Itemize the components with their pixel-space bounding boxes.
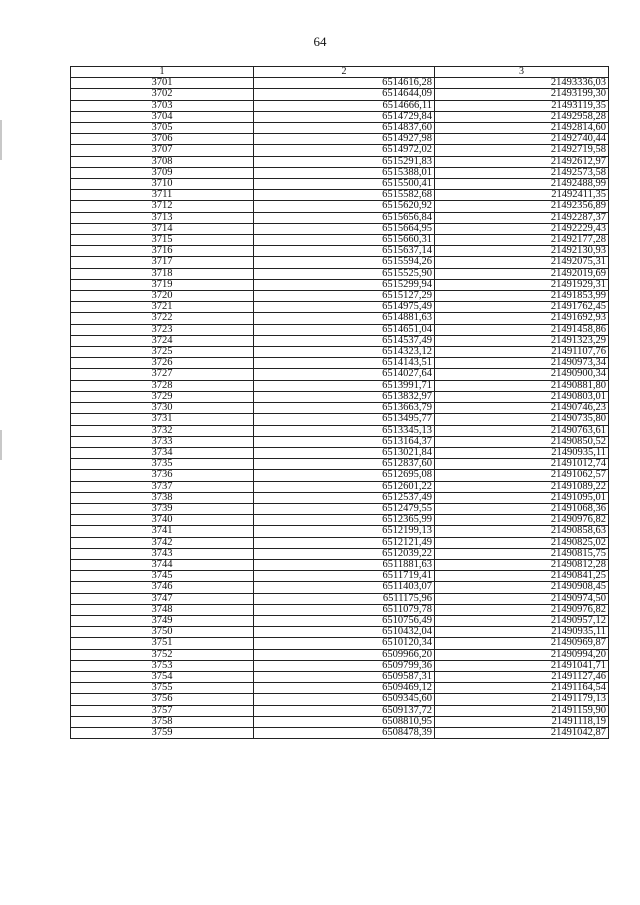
table-row bbox=[71, 380, 609, 391]
x-coordinate-cell: 6511079,78 bbox=[254, 604, 435, 615]
table-row bbox=[71, 425, 609, 436]
x-coordinate-cell: 6511175,96 bbox=[254, 593, 435, 604]
x-coordinate-cell: 6514837,60 bbox=[254, 123, 435, 134]
y-coordinate-cell: 21492612,97 bbox=[435, 156, 609, 167]
point-number-cell: 3745 bbox=[71, 571, 254, 582]
table-row bbox=[71, 503, 609, 514]
table-row bbox=[71, 145, 609, 156]
x-coordinate-cell: 6513164,37 bbox=[254, 436, 435, 447]
x-coordinate-cell: 6515388,01 bbox=[254, 167, 435, 178]
table-row bbox=[71, 403, 609, 414]
column-header-3: 3 bbox=[435, 67, 609, 78]
table-row bbox=[71, 694, 609, 705]
y-coordinate-cell: 21492573,58 bbox=[435, 167, 609, 178]
y-coordinate-cell: 21491164,54 bbox=[435, 683, 609, 694]
table-row bbox=[71, 212, 609, 223]
y-coordinate-cell: 21491179,13 bbox=[435, 694, 609, 705]
table-row bbox=[71, 134, 609, 145]
table-row bbox=[71, 571, 609, 582]
table-row bbox=[71, 369, 609, 380]
point-number-cell: 3739 bbox=[71, 503, 254, 514]
table-row bbox=[71, 447, 609, 458]
y-coordinate-cell: 21490908,45 bbox=[435, 582, 609, 593]
x-coordinate-cell: 6514027,64 bbox=[254, 369, 435, 380]
y-coordinate-cell: 21492488,99 bbox=[435, 179, 609, 190]
point-number-cell: 3733 bbox=[71, 436, 254, 447]
y-coordinate-cell: 21492287,37 bbox=[435, 212, 609, 223]
x-coordinate-cell: 6512121,49 bbox=[254, 537, 435, 548]
point-number-cell: 3722 bbox=[71, 313, 254, 324]
point-number-cell: 3752 bbox=[71, 649, 254, 660]
coordinates-table bbox=[70, 66, 609, 739]
x-coordinate-cell: 6513991,71 bbox=[254, 380, 435, 391]
y-coordinate-cell: 21490973,34 bbox=[435, 358, 609, 369]
table-row bbox=[71, 100, 609, 111]
y-coordinate-cell: 21491089,22 bbox=[435, 481, 609, 492]
column-header-2: 2 bbox=[254, 67, 435, 78]
table-row bbox=[71, 201, 609, 212]
y-coordinate-cell: 21490957,12 bbox=[435, 615, 609, 626]
y-coordinate-cell: 21490735,80 bbox=[435, 414, 609, 425]
x-coordinate-cell: 6510756,49 bbox=[254, 615, 435, 626]
point-number-cell: 3741 bbox=[71, 526, 254, 537]
x-coordinate-cell: 6515582,68 bbox=[254, 190, 435, 201]
x-coordinate-cell: 6513021,84 bbox=[254, 447, 435, 458]
point-number-cell: 3737 bbox=[71, 481, 254, 492]
x-coordinate-cell: 6514972,02 bbox=[254, 145, 435, 156]
x-coordinate-cell: 6512837,60 bbox=[254, 459, 435, 470]
point-number-cell: 3731 bbox=[71, 414, 254, 425]
x-coordinate-cell: 6510432,04 bbox=[254, 627, 435, 638]
point-number-cell: 3747 bbox=[71, 593, 254, 604]
y-coordinate-cell: 21490976,82 bbox=[435, 515, 609, 526]
point-number-cell: 3713 bbox=[71, 212, 254, 223]
y-coordinate-cell: 21492958,28 bbox=[435, 111, 609, 122]
table-row bbox=[71, 291, 609, 302]
table-row bbox=[71, 537, 609, 548]
point-number-cell: 3736 bbox=[71, 470, 254, 481]
table-row bbox=[71, 481, 609, 492]
y-coordinate-cell: 21493119,35 bbox=[435, 100, 609, 111]
point-number-cell: 3718 bbox=[71, 268, 254, 279]
x-coordinate-cell: 6509137,72 bbox=[254, 705, 435, 716]
x-coordinate-cell: 6514644,09 bbox=[254, 89, 435, 100]
x-coordinate-cell: 6508478,39 bbox=[254, 727, 435, 738]
scan-edge-mark bbox=[0, 120, 2, 160]
point-number-cell: 3701 bbox=[71, 78, 254, 89]
point-number-cell: 3709 bbox=[71, 167, 254, 178]
x-coordinate-cell: 6512479,55 bbox=[254, 503, 435, 514]
table-row bbox=[71, 156, 609, 167]
point-number-cell: 3754 bbox=[71, 671, 254, 682]
point-number-cell: 3721 bbox=[71, 302, 254, 313]
x-coordinate-cell: 6513495,77 bbox=[254, 414, 435, 425]
point-number-cell: 3723 bbox=[71, 324, 254, 335]
x-coordinate-cell: 6515656,84 bbox=[254, 212, 435, 223]
x-coordinate-cell: 6509345,60 bbox=[254, 694, 435, 705]
y-coordinate-cell: 21490976,82 bbox=[435, 604, 609, 615]
x-coordinate-cell: 6509469,12 bbox=[254, 683, 435, 694]
table-row bbox=[71, 727, 609, 738]
point-number-cell: 3702 bbox=[71, 89, 254, 100]
table-row bbox=[71, 671, 609, 682]
y-coordinate-cell: 21490825,02 bbox=[435, 537, 609, 548]
table-row bbox=[71, 627, 609, 638]
y-coordinate-cell: 21492740,44 bbox=[435, 134, 609, 145]
x-coordinate-cell: 6515620,92 bbox=[254, 201, 435, 212]
x-coordinate-cell: 6514323,12 bbox=[254, 347, 435, 358]
point-number-cell: 3720 bbox=[71, 291, 254, 302]
table-body bbox=[71, 78, 609, 739]
x-coordinate-cell: 6513345,13 bbox=[254, 425, 435, 436]
y-coordinate-cell: 21491458,86 bbox=[435, 324, 609, 335]
x-coordinate-cell: 6514651,04 bbox=[254, 324, 435, 335]
x-coordinate-cell: 6514666,11 bbox=[254, 100, 435, 111]
page-number: 64 bbox=[313, 34, 327, 49]
table-row bbox=[71, 526, 609, 537]
y-coordinate-cell: 21490850,52 bbox=[435, 436, 609, 447]
y-coordinate-cell: 21492075,31 bbox=[435, 257, 609, 268]
y-coordinate-cell: 21490841,25 bbox=[435, 571, 609, 582]
table-row bbox=[71, 235, 609, 246]
x-coordinate-cell: 6509799,36 bbox=[254, 660, 435, 671]
y-coordinate-cell: 21493336,03 bbox=[435, 78, 609, 89]
x-coordinate-cell: 6514975,49 bbox=[254, 302, 435, 313]
y-coordinate-cell: 21490969,87 bbox=[435, 638, 609, 649]
point-number-cell: 3711 bbox=[71, 190, 254, 201]
table-row bbox=[71, 683, 609, 694]
y-coordinate-cell: 21492356,89 bbox=[435, 201, 609, 212]
y-coordinate-cell: 21490974,50 bbox=[435, 593, 609, 604]
y-coordinate-cell: 21492719,58 bbox=[435, 145, 609, 156]
point-number-cell: 3730 bbox=[71, 403, 254, 414]
x-coordinate-cell: 6513832,97 bbox=[254, 391, 435, 402]
table-row bbox=[71, 313, 609, 324]
point-number-cell: 3729 bbox=[71, 391, 254, 402]
y-coordinate-cell: 21491853,99 bbox=[435, 291, 609, 302]
point-number-cell: 3707 bbox=[71, 145, 254, 156]
x-coordinate-cell: 6515299,94 bbox=[254, 279, 435, 290]
table-row bbox=[71, 335, 609, 346]
table-row bbox=[71, 391, 609, 402]
y-coordinate-cell: 21491107,76 bbox=[435, 347, 609, 358]
x-coordinate-cell: 6512039,22 bbox=[254, 548, 435, 559]
y-coordinate-cell: 21492177,28 bbox=[435, 235, 609, 246]
y-coordinate-cell: 21490815,75 bbox=[435, 548, 609, 559]
y-coordinate-cell: 21490763,61 bbox=[435, 425, 609, 436]
y-coordinate-cell: 21492411,35 bbox=[435, 190, 609, 201]
y-coordinate-cell: 21490746,23 bbox=[435, 403, 609, 414]
y-coordinate-cell: 21491042,87 bbox=[435, 727, 609, 738]
x-coordinate-cell: 6514537,49 bbox=[254, 335, 435, 346]
y-coordinate-cell: 21491159,90 bbox=[435, 705, 609, 716]
y-coordinate-cell: 21491012,74 bbox=[435, 459, 609, 470]
point-number-cell: 3757 bbox=[71, 705, 254, 716]
x-coordinate-cell: 6515291,83 bbox=[254, 156, 435, 167]
point-number-cell: 3724 bbox=[71, 335, 254, 346]
point-number-cell: 3746 bbox=[71, 582, 254, 593]
table-row bbox=[71, 604, 609, 615]
y-coordinate-cell: 21491118,19 bbox=[435, 716, 609, 727]
table-row bbox=[71, 548, 609, 559]
y-coordinate-cell: 21493199,30 bbox=[435, 89, 609, 100]
table-row bbox=[71, 593, 609, 604]
x-coordinate-cell: 6514881,63 bbox=[254, 313, 435, 324]
y-coordinate-cell: 21492229,43 bbox=[435, 223, 609, 234]
point-number-cell: 3743 bbox=[71, 548, 254, 559]
table-row bbox=[71, 179, 609, 190]
point-number-cell: 3740 bbox=[71, 515, 254, 526]
point-number-cell: 3710 bbox=[71, 179, 254, 190]
point-number-cell: 3727 bbox=[71, 369, 254, 380]
scan-edge-mark bbox=[0, 430, 2, 460]
x-coordinate-cell: 6515525,90 bbox=[254, 268, 435, 279]
x-coordinate-cell: 6510120,34 bbox=[254, 638, 435, 649]
point-number-cell: 3735 bbox=[71, 459, 254, 470]
table-row bbox=[71, 559, 609, 570]
x-coordinate-cell: 6509966,20 bbox=[254, 649, 435, 660]
y-coordinate-cell: 21490803,01 bbox=[435, 391, 609, 402]
table-row bbox=[71, 705, 609, 716]
table-row bbox=[71, 470, 609, 481]
y-coordinate-cell: 21490812,28 bbox=[435, 559, 609, 570]
y-coordinate-cell: 21491095,01 bbox=[435, 492, 609, 503]
point-number-cell: 3749 bbox=[71, 615, 254, 626]
point-number-cell: 3756 bbox=[71, 694, 254, 705]
table-row bbox=[71, 347, 609, 358]
x-coordinate-cell: 6511719,41 bbox=[254, 571, 435, 582]
point-number-cell: 3755 bbox=[71, 683, 254, 694]
x-coordinate-cell: 6514616,28 bbox=[254, 78, 435, 89]
table-row bbox=[71, 257, 609, 268]
y-coordinate-cell: 21490935,11 bbox=[435, 447, 609, 458]
point-number-cell: 3744 bbox=[71, 559, 254, 570]
y-coordinate-cell: 21491062,57 bbox=[435, 470, 609, 481]
table-row bbox=[71, 649, 609, 660]
point-number-cell: 3708 bbox=[71, 156, 254, 167]
table-row bbox=[71, 246, 609, 257]
x-coordinate-cell: 6512601,22 bbox=[254, 481, 435, 492]
point-number-cell: 3716 bbox=[71, 246, 254, 257]
table-row bbox=[71, 660, 609, 671]
x-coordinate-cell: 6509587,31 bbox=[254, 671, 435, 682]
point-number-cell: 3734 bbox=[71, 447, 254, 458]
point-number-cell: 3742 bbox=[71, 537, 254, 548]
point-number-cell: 3738 bbox=[71, 492, 254, 503]
point-number-cell: 3714 bbox=[71, 223, 254, 234]
point-number-cell: 3751 bbox=[71, 638, 254, 649]
y-coordinate-cell: 21491692,93 bbox=[435, 313, 609, 324]
table-row bbox=[71, 223, 609, 234]
point-number-cell: 3704 bbox=[71, 111, 254, 122]
x-coordinate-cell: 6512695,08 bbox=[254, 470, 435, 481]
y-coordinate-cell: 21491127,46 bbox=[435, 671, 609, 682]
point-number-cell: 3748 bbox=[71, 604, 254, 615]
column-header-1: 1 bbox=[71, 67, 254, 78]
y-coordinate-cell: 21490994,20 bbox=[435, 649, 609, 660]
y-coordinate-cell: 21491929,31 bbox=[435, 279, 609, 290]
y-coordinate-cell: 21491068,36 bbox=[435, 503, 609, 514]
point-number-cell: 3728 bbox=[71, 380, 254, 391]
x-coordinate-cell: 6508810,95 bbox=[254, 716, 435, 727]
table-row bbox=[71, 459, 609, 470]
x-coordinate-cell: 6514927,98 bbox=[254, 134, 435, 145]
y-coordinate-cell: 21491762,45 bbox=[435, 302, 609, 313]
table-row bbox=[71, 167, 609, 178]
point-number-cell: 3712 bbox=[71, 201, 254, 212]
table-row bbox=[71, 89, 609, 100]
x-coordinate-cell: 6515660,31 bbox=[254, 235, 435, 246]
table-row bbox=[71, 638, 609, 649]
table-row bbox=[71, 414, 609, 425]
point-number-cell: 3715 bbox=[71, 235, 254, 246]
y-coordinate-cell: 21490881,80 bbox=[435, 380, 609, 391]
y-coordinate-cell: 21491323,29 bbox=[435, 335, 609, 346]
table-row bbox=[71, 111, 609, 122]
x-coordinate-cell: 6515500,41 bbox=[254, 179, 435, 190]
table-row bbox=[71, 302, 609, 313]
point-number-cell: 3717 bbox=[71, 257, 254, 268]
point-number-cell: 3725 bbox=[71, 347, 254, 358]
x-coordinate-cell: 6515594,26 bbox=[254, 257, 435, 268]
table-row bbox=[71, 515, 609, 526]
point-number-cell: 3705 bbox=[71, 123, 254, 134]
point-number-cell: 3759 bbox=[71, 727, 254, 738]
point-number-cell: 3719 bbox=[71, 279, 254, 290]
y-coordinate-cell: 21490935,11 bbox=[435, 627, 609, 638]
table-row bbox=[71, 78, 609, 89]
x-coordinate-cell: 6514729,84 bbox=[254, 111, 435, 122]
y-coordinate-cell: 21492130,93 bbox=[435, 246, 609, 257]
x-coordinate-cell: 6512365,99 bbox=[254, 515, 435, 526]
table-row bbox=[71, 582, 609, 593]
x-coordinate-cell: 6511881,63 bbox=[254, 559, 435, 570]
table-row bbox=[71, 615, 609, 626]
x-coordinate-cell: 6514143,51 bbox=[254, 358, 435, 369]
x-coordinate-cell: 6512199,13 bbox=[254, 526, 435, 537]
point-number-cell: 3758 bbox=[71, 716, 254, 727]
point-number-cell: 3732 bbox=[71, 425, 254, 436]
table-row bbox=[71, 123, 609, 134]
table-row bbox=[71, 716, 609, 727]
table-row bbox=[71, 324, 609, 335]
point-number-cell: 3706 bbox=[71, 134, 254, 145]
y-coordinate-cell: 21490858,63 bbox=[435, 526, 609, 537]
table-header-row bbox=[71, 67, 609, 78]
x-coordinate-cell: 6515637,14 bbox=[254, 246, 435, 257]
y-coordinate-cell: 21492019,69 bbox=[435, 268, 609, 279]
table-row bbox=[71, 268, 609, 279]
table-row bbox=[71, 190, 609, 201]
point-number-cell: 3726 bbox=[71, 358, 254, 369]
table-row bbox=[71, 492, 609, 503]
x-coordinate-cell: 6511403,07 bbox=[254, 582, 435, 593]
table-row bbox=[71, 358, 609, 369]
table-row bbox=[71, 279, 609, 290]
point-number-cell: 3703 bbox=[71, 100, 254, 111]
y-coordinate-cell: 21491041,71 bbox=[435, 660, 609, 671]
point-number-cell: 3750 bbox=[71, 627, 254, 638]
y-coordinate-cell: 21492814,60 bbox=[435, 123, 609, 134]
x-coordinate-cell: 6513663,79 bbox=[254, 403, 435, 414]
point-number-cell: 3753 bbox=[71, 660, 254, 671]
y-coordinate-cell: 21490900,34 bbox=[435, 369, 609, 380]
table-row bbox=[71, 436, 609, 447]
x-coordinate-cell: 6515127,29 bbox=[254, 291, 435, 302]
x-coordinate-cell: 6515664,95 bbox=[254, 223, 435, 234]
x-coordinate-cell: 6512537,49 bbox=[254, 492, 435, 503]
